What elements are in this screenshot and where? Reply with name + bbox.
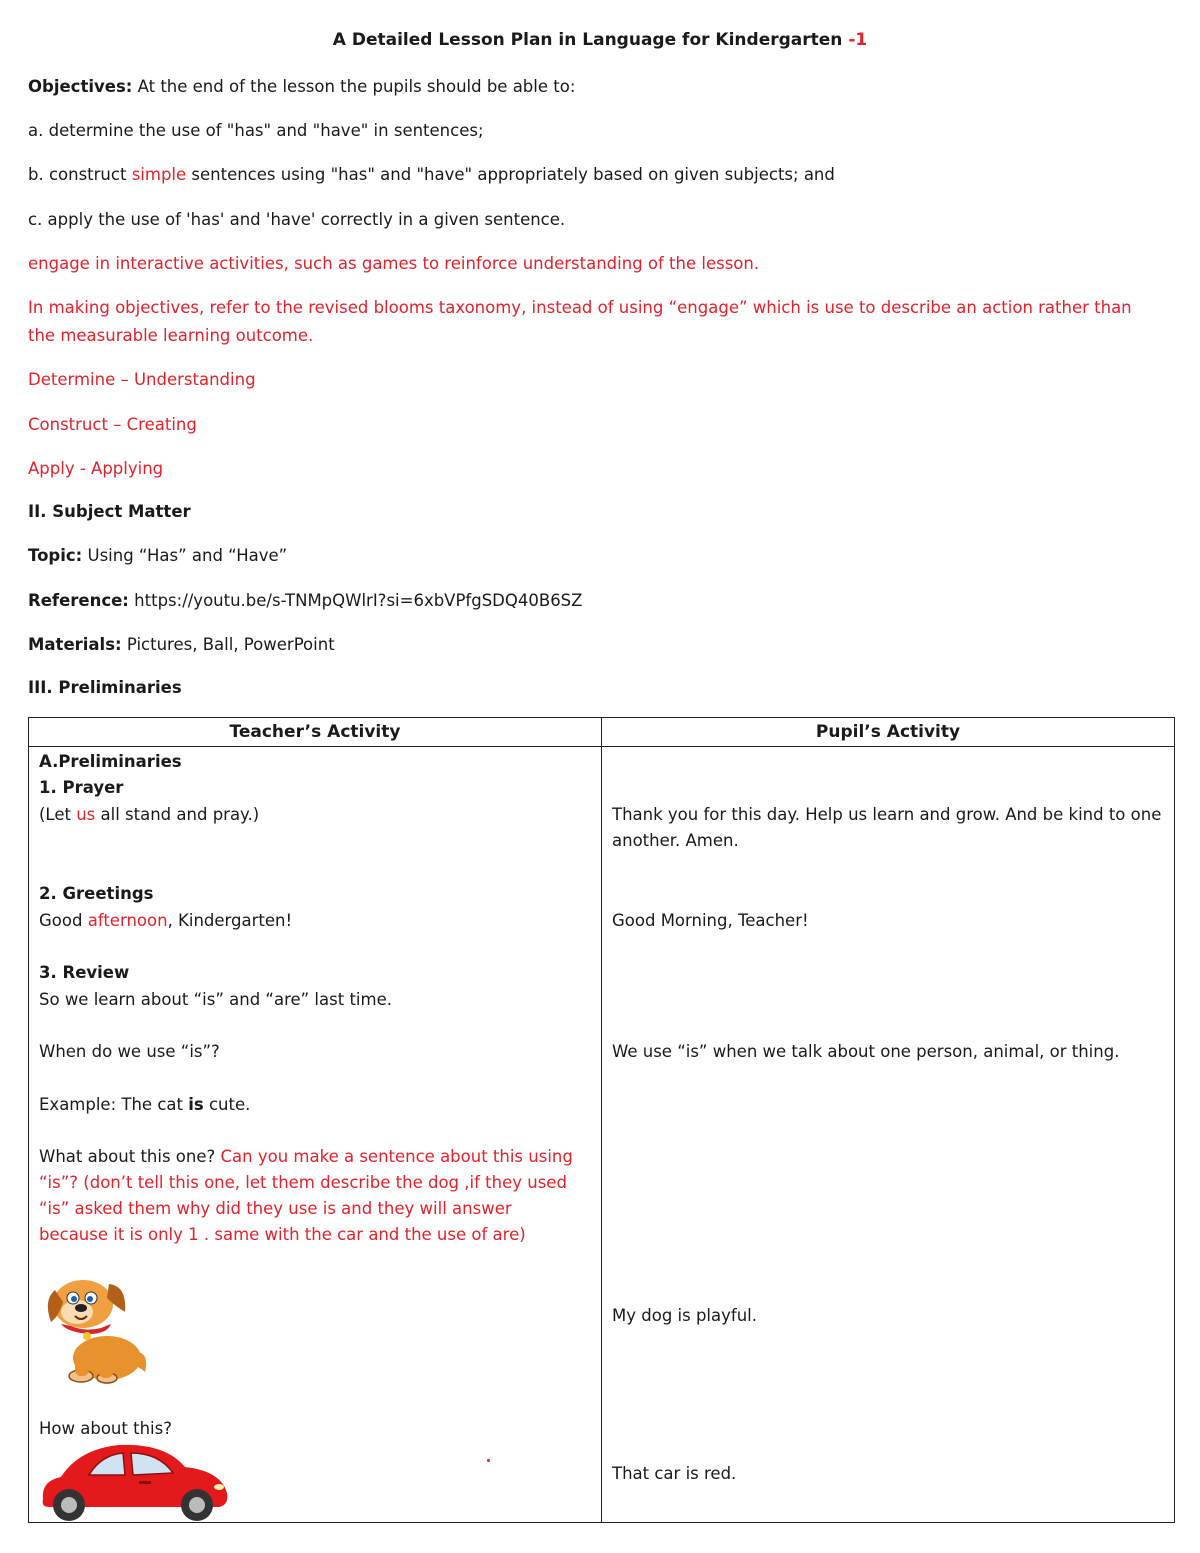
pupil-activity-cell	[602, 747, 1175, 1523]
greetings-title: 2. Greetings	[39, 884, 154, 903]
prayer-title: 1. Prayer	[39, 778, 124, 797]
car-response: That car is red.	[612, 1464, 737, 1483]
preliminaries-heading: III. Preliminaries	[28, 678, 182, 697]
greetings-text: Good afternoon, Kindergarten!	[39, 911, 293, 930]
review-question: When do we use “is”?	[39, 1042, 220, 1061]
what-about-prompt: What about this one? Can you make a sentence about this using “is”? (don’t tell this one, let them describe the dog ,if they used “is” asked them why did they use is and they will answer because it is only 1 . same with the car and the use of are)	[39, 1147, 573, 1244]
title-suffix: -1	[842, 30, 868, 50]
materials-line: Materials: Pictures, Ball, PowerPoint	[28, 635, 335, 654]
how-about-prompt: How about this?	[39, 1419, 172, 1438]
document-title: A Detailed Lesson Plan in Language for Kindergarten -1	[332, 30, 868, 50]
review-title: 3. Review	[39, 963, 130, 982]
reference-line: Reference: https://youtu.be/s-TNMpQWlrI?si=6xbVPfgSDQ40B6SZ	[28, 591, 583, 610]
dog-response: My dog is playful.	[612, 1306, 757, 1325]
greetings-response: Good Morning, Teacher!	[612, 911, 809, 930]
objectives-label: Objectives:	[28, 77, 133, 96]
teacher-activity-cell	[29, 747, 602, 1523]
construct-note: Construct – Creating	[28, 415, 197, 434]
activity-table	[28, 717, 1175, 1523]
objectives-intro: Objectives: At the end of the lesson the pupils should be able to:	[28, 77, 576, 96]
dog-picture	[41, 1272, 161, 1384]
engage-note: engage in interactive activities, such as games to reinforce understanding of the lesson.	[28, 254, 760, 273]
subject-matter-heading: II. Subject Matter	[28, 502, 191, 521]
prayer-instruction: (Let us all stand and pray.)	[39, 805, 260, 824]
stray-dot	[487, 1459, 490, 1462]
review-intro: So we learn about “is” and “are” last time.	[39, 990, 392, 1009]
review-example: Example: The cat is cute.	[39, 1095, 251, 1114]
prayer-response: Thank you for this day. Help us learn and grow. And be kind to one another. Amen.	[612, 805, 1162, 850]
apply-note: Apply - Applying	[28, 459, 164, 478]
determine-note: Determine – Understanding	[28, 370, 256, 389]
objective-a: a. determine the use of "has" and "have" in sentences;	[28, 121, 484, 140]
objective-c: c. apply the use of 'has' and 'have' correctly in a given sentence.	[28, 210, 566, 229]
section-preliminaries: A.Preliminaries	[39, 752, 182, 771]
review-answer: We use “is” when we talk about one person, animal, or thing.	[612, 1042, 1120, 1061]
objective-b: b. construct simple sentences using "has" and "have" appropriately based on given subjects; and	[28, 165, 835, 184]
car-picture	[35, 1437, 235, 1521]
topic-line: Topic: Using “Has” and “Have”	[28, 546, 288, 565]
blooms-note: In making objectives, refer to the revised blooms taxonomy, instead of using “engage” which is use to describe an action rather than the measurable learning outcome.	[28, 298, 1132, 345]
reference-link[interactable]: https://youtu.be/s-TNMpQWlrI?si=6xbVPfgSDQ40B6SZ	[128, 591, 583, 610]
pupil-activity-header: Pupil’s Activity	[602, 718, 1175, 747]
teacher-activity-header: Teacher’s Activity	[29, 718, 602, 747]
